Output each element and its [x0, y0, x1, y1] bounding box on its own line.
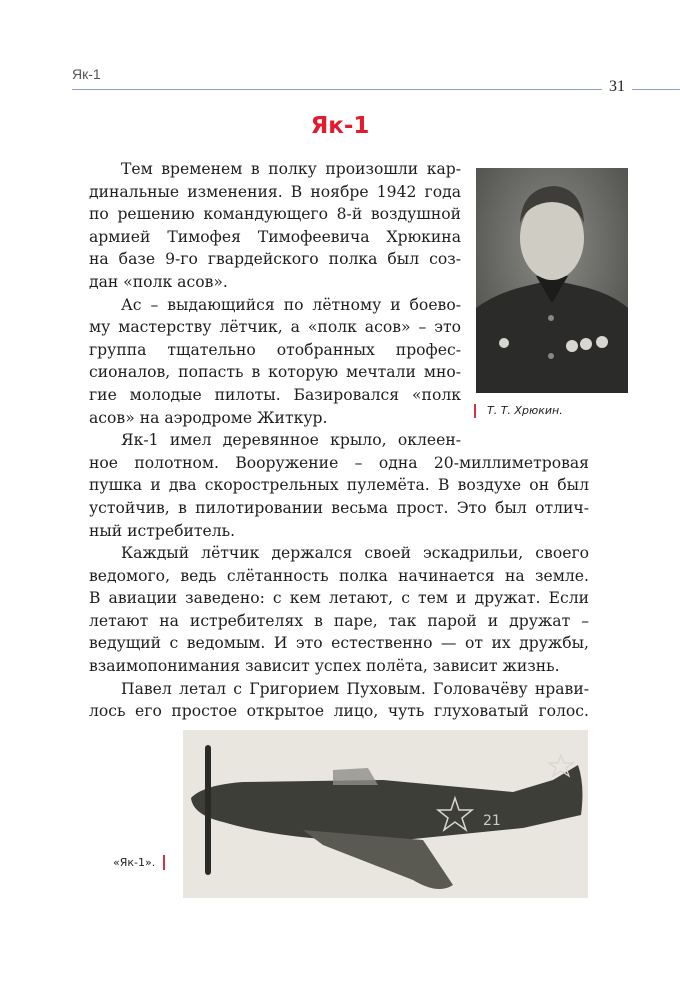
plane-caption: «Як-1». — [113, 856, 156, 869]
text-line: В авиации заведено: с кем летают, с тем и дружат. Если — [89, 589, 589, 608]
caption-marker — [163, 855, 165, 870]
text-line: дан «полк асов». — [89, 272, 228, 291]
text-line: ведомого, ведь слётанность полка начинается на земле. — [89, 566, 589, 585]
portrait-photo — [476, 168, 628, 393]
caption-marker — [474, 404, 476, 418]
text-line: сионалов, попасть в которую мечтали мно- — [89, 363, 461, 382]
text-line: асов» на аэродроме Житкур. — [89, 408, 328, 427]
text-line: Павел летал с Григорием Пуховым. Головачёву нрави- — [121, 679, 589, 698]
text-line: лось его простое открытое лицо, чуть глуховатый голос. — [89, 702, 589, 721]
running-header: Як-1 — [72, 66, 101, 82]
page-number: 31 — [609, 78, 625, 95]
text-line: устойчив, в пилотировании весьма прост. Это был отлич- — [89, 498, 589, 517]
text-line: летают на истребителях в паре, так парой и дружат – — [89, 611, 589, 630]
text-line: пушка и два скорострельных пулемёта. В воздухе он был — [89, 476, 589, 495]
header-rule-right — [632, 89, 680, 90]
text-line: Каждый лётчик держался своей эскадрильи, своего — [121, 544, 589, 563]
text-line: армией Тимофея Тимофеевича Хрюкина — [89, 227, 461, 246]
text-line: му мастерству лётчик, а «полк асов» – это — [89, 318, 461, 337]
portrait-caption: Т. Т. Хрюкин. — [487, 404, 563, 417]
text-line: динальные изменения. В ноябре 1942 года — [89, 182, 461, 201]
text-line: ное полотном. Вооружение – одна 20-миллиметровая — [89, 453, 589, 472]
text-line: группа тщательно отобранных профес- — [89, 340, 461, 359]
header-rule — [72, 89, 602, 90]
text-line: по решению командующего 8-й воздушной — [89, 205, 461, 224]
text-line: ный истребитель. — [89, 521, 236, 540]
plane-photo — [183, 730, 588, 898]
text-line: гие молодые пилоты. Базировался «полк — [89, 385, 461, 404]
text-line: Як-1 имел деревянное крыло, оклеен- — [121, 431, 461, 450]
plane-marking: 21 — [483, 813, 501, 829]
text-line: Тем временем в полку произошли кар- — [121, 160, 461, 178]
chapter-title: Як-1 — [310, 113, 370, 139]
text-line: на базе 9-го гвардейского полка был соз- — [89, 250, 461, 269]
text-line: Ас – выдающийся по лётному и боево- — [121, 295, 461, 314]
text-line: взаимопонимания зависит успех полёта, зависит жизнь. — [89, 657, 560, 676]
text-line: ведущий с ведомым. И это естественно — от их дружбы, — [89, 634, 589, 653]
